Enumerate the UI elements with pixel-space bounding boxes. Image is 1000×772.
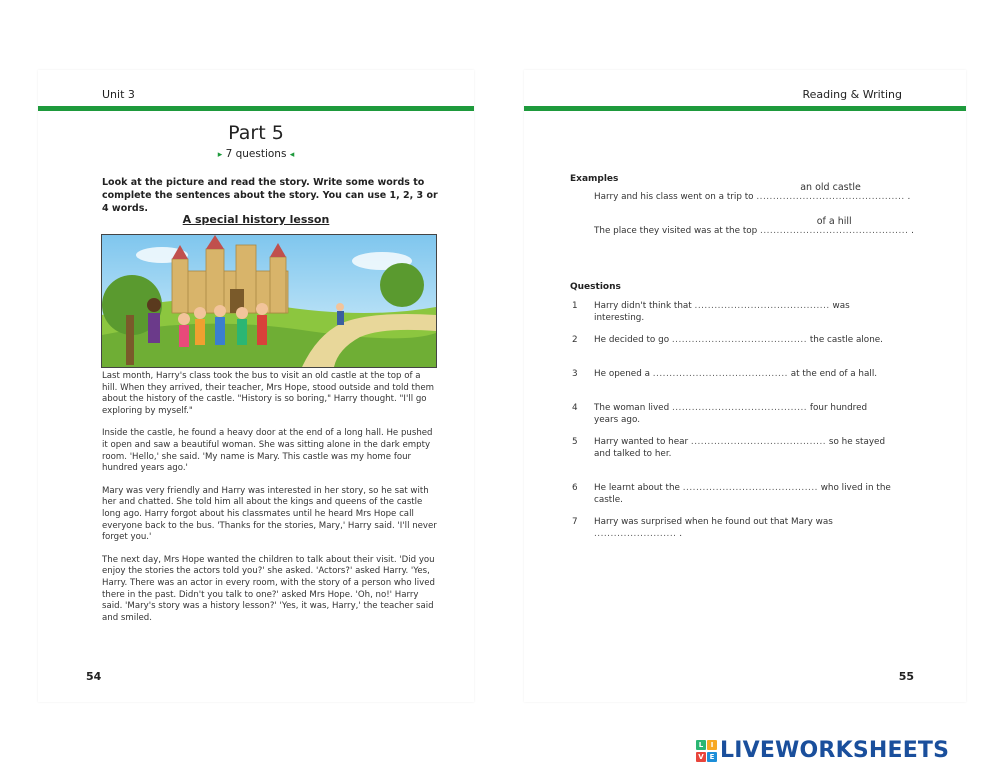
answer-input[interactable]: ......................................... <box>690 437 827 447</box>
answer-input[interactable]: ......................... <box>594 529 677 539</box>
questions-heading: Questions <box>570 282 621 292</box>
right-arrow-icon: ▸ <box>217 150 223 160</box>
example-answer-field: ............................................. an old castle <box>756 182 905 202</box>
question-number: 6 <box>572 483 578 493</box>
unit-label: Unit 3 <box>102 88 135 101</box>
left-page <box>38 70 474 702</box>
question-number: 2 <box>572 335 578 345</box>
example-answer: of a hill <box>816 216 852 227</box>
header-rule <box>524 106 966 111</box>
instructions: Look at the picture and read the story. Write some words to complete the sentences about the story. You can use 1, 2, 3 or 4 words. <box>102 177 438 214</box>
logo-tiles-icon <box>696 740 718 764</box>
examples-heading: Examples <box>570 174 619 184</box>
story-title: A special history lesson <box>182 213 330 226</box>
answer-input[interactable]: ......................................... <box>671 335 808 345</box>
example-row: Harry and his class went on a trip to ............................................. an old castle . <box>594 182 911 202</box>
left-arrow-icon: ◂ <box>289 150 295 160</box>
section-label: Reading & Writing <box>802 88 902 101</box>
question-number: 4 <box>572 403 578 413</box>
answer-input[interactable]: ......................................... <box>694 301 830 311</box>
logo-tile: I <box>707 740 717 750</box>
story-paragraph: Inside the castle, he found a heavy door at the end of a long hall. He pushed it open and saw a beautiful woman. She was sitting alone in the dark empty room. 'Hello,' she said. 'My name is Mary. This castle was my home four hundred years ago.' <box>102 428 433 474</box>
story-text <box>102 371 438 635</box>
castle-illustration <box>101 234 437 368</box>
story-paragraph: The next day, Mrs Hope wanted the children to talk about their visit. 'Did you enjoy the stories the actors told you?' she asked. 'Actors?' asked Harry. 'Yes, Harry. There was an actor in every room, with the story of a person who lived there in the past. Didn't you talk to one?' asked Mrs Hope. 'Oh, no!' Harry said. 'Mary's story was a history lesson?' 'Yes, it was, Harry,' the teacher said and smiled. <box>102 554 435 623</box>
part-subtitle <box>38 148 474 160</box>
right-page: Reading & Writing Examples Harry and his class went on a trip to ............................................. an old castle . The place they visited was at the top ............................................. of a hill . Questions 1 Harry didn't think that ......................................... was interesting. 2 He decided to go ......................................... the castle alone. 3 He opened a ......................................... at the end of a hall. 4 The woman lived ......................................... four hundred years ago. 5 Harry wanted to hear ......................................... so he stayed and talked to her. 6 He learnt about the ......................................... who lived in the castle. 7 Harry was surprised when he found out that Mary was ......................... . 55 <box>524 70 966 702</box>
header-rule <box>38 106 474 111</box>
logo-tile: L <box>696 740 706 750</box>
story-paragraph: Last month, Harry's class took the bus to visit an old castle at the top of a hill. When they arrived, their teacher, Mrs Hope, stood outside and told them about the history of the castle. "History is so boring," Harry thought. "I'll go exploring by myself." <box>102 371 435 416</box>
example-answer: an old castle <box>800 182 861 193</box>
part-title: Part 5 <box>228 122 284 144</box>
story-paragraph: Mary was very friendly and Harry was interested in her story, so he sat with her and chatted. She told him all about the kings and queens of the castle long ago. Harry forgot about his classmates until he heard Mrs Hope call everyone back to the bus. 'Thanks for the stories, Mary,' Harry said. 'I'll never forget you.' <box>102 485 437 543</box>
logo-tile: V <box>696 752 706 762</box>
example-answer-field: ............................................. of a hill <box>760 216 909 236</box>
answer-input[interactable]: ......................................... <box>682 483 818 493</box>
logo-text: LIVEWORKSHEETS <box>720 738 950 763</box>
question-number: 7 <box>572 517 578 527</box>
question-number: 5 <box>572 437 578 447</box>
page-number-right: 55 <box>898 670 914 683</box>
castle-scene-image <box>102 235 436 367</box>
question-count: 7 questions <box>225 148 287 160</box>
page-number-left: 54 <box>86 670 102 683</box>
question-number: 1 <box>572 301 578 311</box>
answer-input[interactable]: ......................................... <box>671 403 808 413</box>
example-row: The place they visited was at the top ............................................. of a hill . <box>594 216 914 236</box>
logo-tile: E <box>707 752 717 762</box>
answer-input[interactable]: ......................................... <box>652 369 788 379</box>
question-number: 3 <box>572 369 578 379</box>
